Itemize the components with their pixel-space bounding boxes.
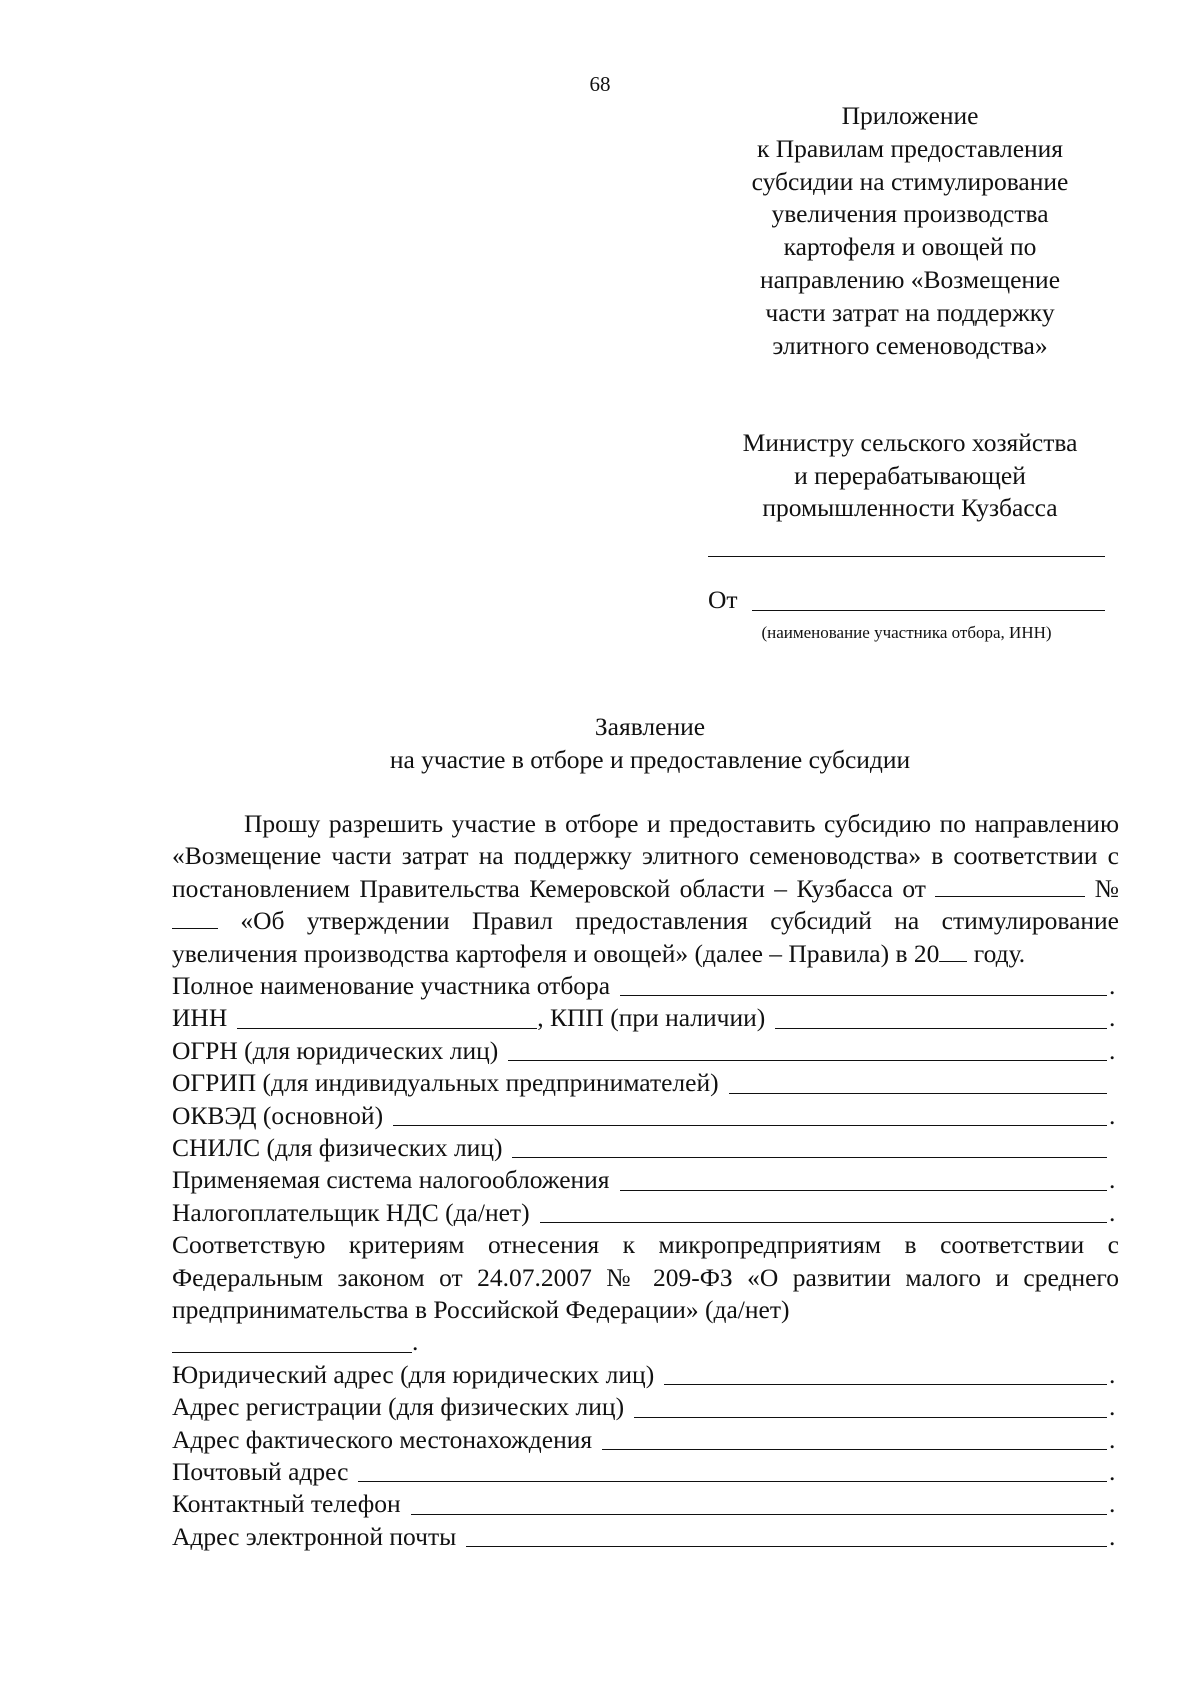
intro-text-3: «Об утверждении Правил предоставления субсидий на стимулирование увеличения производства картофеля и овощей» (далее – Правила) в 20 [172,906,1119,968]
field-row [172,1488,1119,1520]
field-row [172,1067,1119,1099]
field-row [172,1035,1119,1067]
field-label: ОГРИП (для индивидуальных предпринимателей) [172,1068,719,1098]
field-row [172,1164,1119,1196]
field-row [172,1002,1119,1034]
field-label: ОГРН (для юридических лиц) [172,1035,499,1065]
application-body [172,808,1119,1553]
field-label: Контактный телефон [172,1489,401,1519]
title-line-1: Заявление [594,712,706,741]
field-row [172,1132,1119,1164]
snils-field[interactable] [512,1157,1107,1158]
email-field[interactable] [466,1546,1107,1547]
field-row [172,1424,1119,1456]
field-row [172,1521,1119,1553]
field-row [172,1391,1119,1423]
intro-text-2: № [1085,873,1119,903]
addressee-name-field[interactable] [708,556,1105,557]
field-end: . [1109,1165,1116,1195]
appendix-line: части затрат на поддержку [765,297,1055,327]
criteria-paragraph: Соответствую критериям отнесения к микропредприятиям в соответствии с Федеральным законом от 24.07.2007 № 209-ФЗ «О развитии малого и среднего предпринимательства в Российской Федерации» (да/нет) [172,1230,1119,1324]
field-end: . [1109,1197,1116,1227]
field-end: . [1109,971,1116,1001]
intro-paragraph [172,808,1119,970]
page-number: 68 [589,72,611,96]
resolution-number-field[interactable] [172,908,218,929]
okved-field[interactable] [393,1125,1107,1126]
intro-text-1: Прошу разрешить участие в отборе и предоставить субсидию по направлению «Возмещение части затрат на поддержку элитного семеноводства» в соответствии с постановлением Правительства Кемеровской области – Кузбасса от [172,809,1119,903]
field-label: Адрес электронной почты [172,1521,457,1551]
field-end: . [1109,1521,1116,1551]
ogrn-field[interactable] [508,1060,1107,1061]
addressee-line: промышленности Кузбасса [762,493,1058,522]
registration-address-field[interactable] [634,1417,1107,1418]
appendix-line: направлению «Возмещение [759,264,1061,294]
legal-address-field[interactable] [664,1384,1107,1385]
appendix-line: к Правилам предоставления [756,133,1064,163]
field-label: Юридический адрес (для юридических лиц) [172,1359,655,1389]
from-field[interactable] [752,610,1105,611]
criteria-answer-row [172,1326,1119,1358]
year-field[interactable] [939,941,967,962]
addressee-line: и перерабатывающей [794,460,1026,490]
title-line-2: на участие в отборе и предоставление субсидии [389,744,911,774]
field-label: Полное наименование участника отбора [172,971,611,1001]
field-label: СНИЛС (для физических лиц) [172,1132,503,1162]
addressee-block [700,427,1120,525]
ogrip-field[interactable] [729,1093,1107,1094]
field-row [172,1456,1119,1488]
field-end: . [1109,1489,1116,1519]
field-row [172,1197,1119,1229]
field-label: Применяемая система налогообложения [172,1165,610,1195]
field-end: . [1109,1100,1116,1130]
field-end: . [1109,1003,1116,1033]
field-label: Адрес фактического местонахождения [172,1424,593,1454]
field-label-2: , КПП (при наличии) [537,1003,766,1033]
field-label: Налогоплательщик НДС (да/нет) [172,1197,530,1227]
intro-text-4: году. [967,938,1026,968]
field-row [172,1359,1119,1391]
appendix-line: увеличения производства [771,199,1049,229]
actual-address-field[interactable] [602,1449,1107,1450]
appendix-line: Приложение [841,101,979,130]
appendix-line: элитного семеноводства» [772,330,1048,360]
from-label: От [708,585,738,614]
from-hint: (наименование участника отбора, ИНН) [761,623,1052,642]
full-name-field[interactable] [620,995,1107,996]
field-end: . [1109,1359,1116,1389]
document-title [300,711,1000,776]
field-end: . [1109,1035,1116,1065]
appendix-line: субсидии на стимулирование [751,166,1069,196]
tax-system-field[interactable] [620,1190,1107,1191]
field-end: . [1109,1456,1116,1486]
field-label: ИНН [172,1003,228,1033]
field-row [172,1100,1119,1132]
phone-field[interactable] [411,1514,1107,1515]
postal-address-field[interactable] [358,1481,1107,1482]
field-label: ОКВЭД (основной) [172,1100,384,1130]
field-row [172,970,1119,1002]
from-row [708,585,1105,617]
field-end: . [1109,1392,1116,1422]
addressee-line: Министру сельского хозяйства [742,428,1078,457]
inn-field[interactable] [237,1028,537,1029]
resolution-date-field[interactable] [935,876,1085,897]
field-label: Почтовый адрес [172,1456,349,1486]
field-end: . [1109,1424,1116,1454]
vat-payer-field[interactable] [540,1222,1107,1223]
criteria-answer-field[interactable] [172,1352,412,1353]
appendix-block [690,100,1130,362]
kpp-field[interactable] [775,1028,1107,1029]
field-end: . [412,1327,419,1357]
field-label: Адрес регистрации (для физических лиц) [172,1392,625,1422]
appendix-line: картофеля и овощей по [783,232,1037,262]
